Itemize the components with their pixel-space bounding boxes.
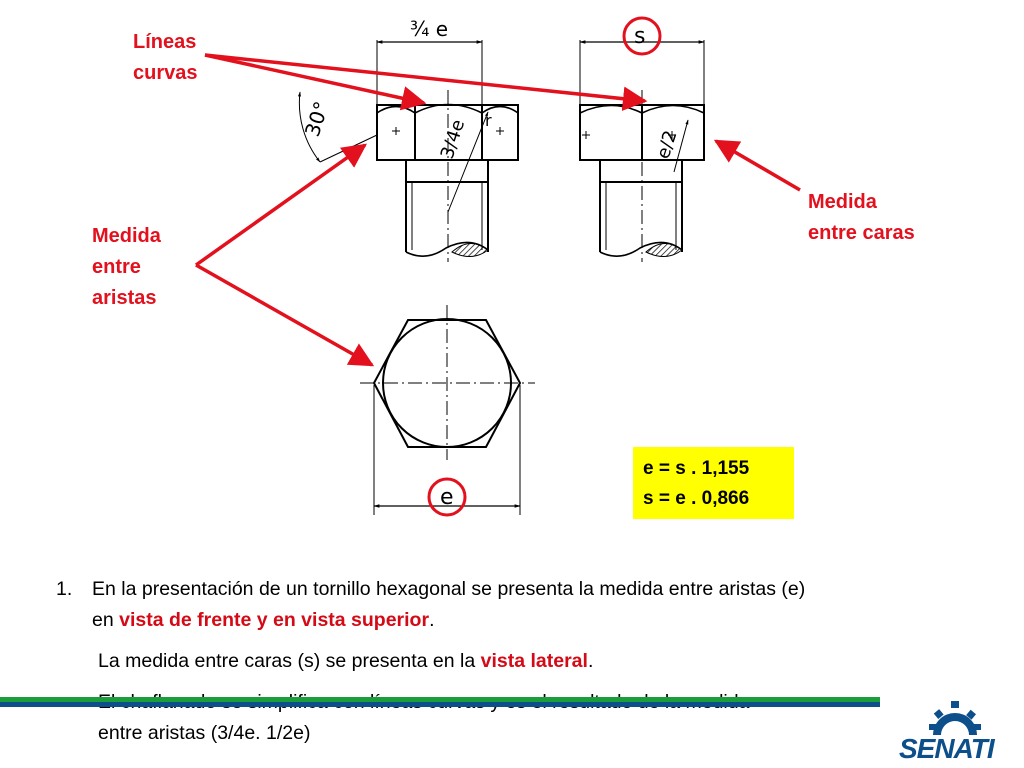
- dim-diag: 3/4e: [436, 116, 470, 162]
- formula-line-1: e = s . 1,155: [643, 458, 750, 479]
- label-line: Medida: [808, 191, 877, 213]
- footer-bar-blue: [0, 702, 880, 707]
- dim-three-quarter-e: ¾ e: [410, 17, 449, 41]
- logo-text: SENATI: [899, 733, 994, 764]
- paragraph-1: [92, 574, 972, 636]
- label-line: entre caras: [808, 222, 915, 244]
- side-view-bolt: [580, 40, 704, 262]
- label-line: Medida: [92, 225, 161, 247]
- label-line: entre: [92, 256, 141, 278]
- item-number: 1.: [56, 578, 73, 600]
- label-lineas-curvas: [133, 27, 198, 89]
- label-line: curvas: [133, 62, 198, 84]
- text-run: .: [587, 650, 594, 672]
- dim-e: e: [440, 485, 454, 510]
- text-run: La medida entre caras (s) se presenta en la: [98, 650, 481, 672]
- dim-r: r: [485, 111, 492, 130]
- highlight-vista-lateral: vista lateral: [480, 650, 588, 672]
- dim-angle: 30°: [299, 98, 334, 140]
- front-view-bolt: [299, 40, 518, 262]
- paragraph-1-line-1: En la presentación de un tornillo hexagonal se presenta la medida entre aristas (e): [92, 578, 806, 600]
- label-medida-aristas: [92, 221, 161, 314]
- formula-box: [633, 447, 794, 519]
- formula-line-2: s = e . 0,866: [643, 488, 750, 509]
- senati-logo: [885, 695, 1024, 768]
- highlight-vista-frente: vista de frente y en vista superior: [119, 609, 430, 631]
- dim-s: s: [634, 24, 646, 49]
- annotation-arrows: [196, 55, 800, 365]
- top-view-hexagon: [360, 305, 535, 515]
- label-medida-caras: [808, 187, 915, 249]
- paragraph-2: [98, 646, 593, 677]
- paragraph-3-line-2: entre aristas (3/4e. 1/2e): [98, 722, 311, 744]
- text-run: .: [429, 609, 435, 631]
- dim-half-e: e/2: [652, 127, 682, 162]
- gear-icon: [925, 697, 985, 737]
- text-run: en: [92, 609, 120, 631]
- label-line: aristas: [92, 287, 157, 309]
- paragraph-1-line-2: [92, 605, 972, 636]
- label-line: Líneas: [133, 31, 197, 53]
